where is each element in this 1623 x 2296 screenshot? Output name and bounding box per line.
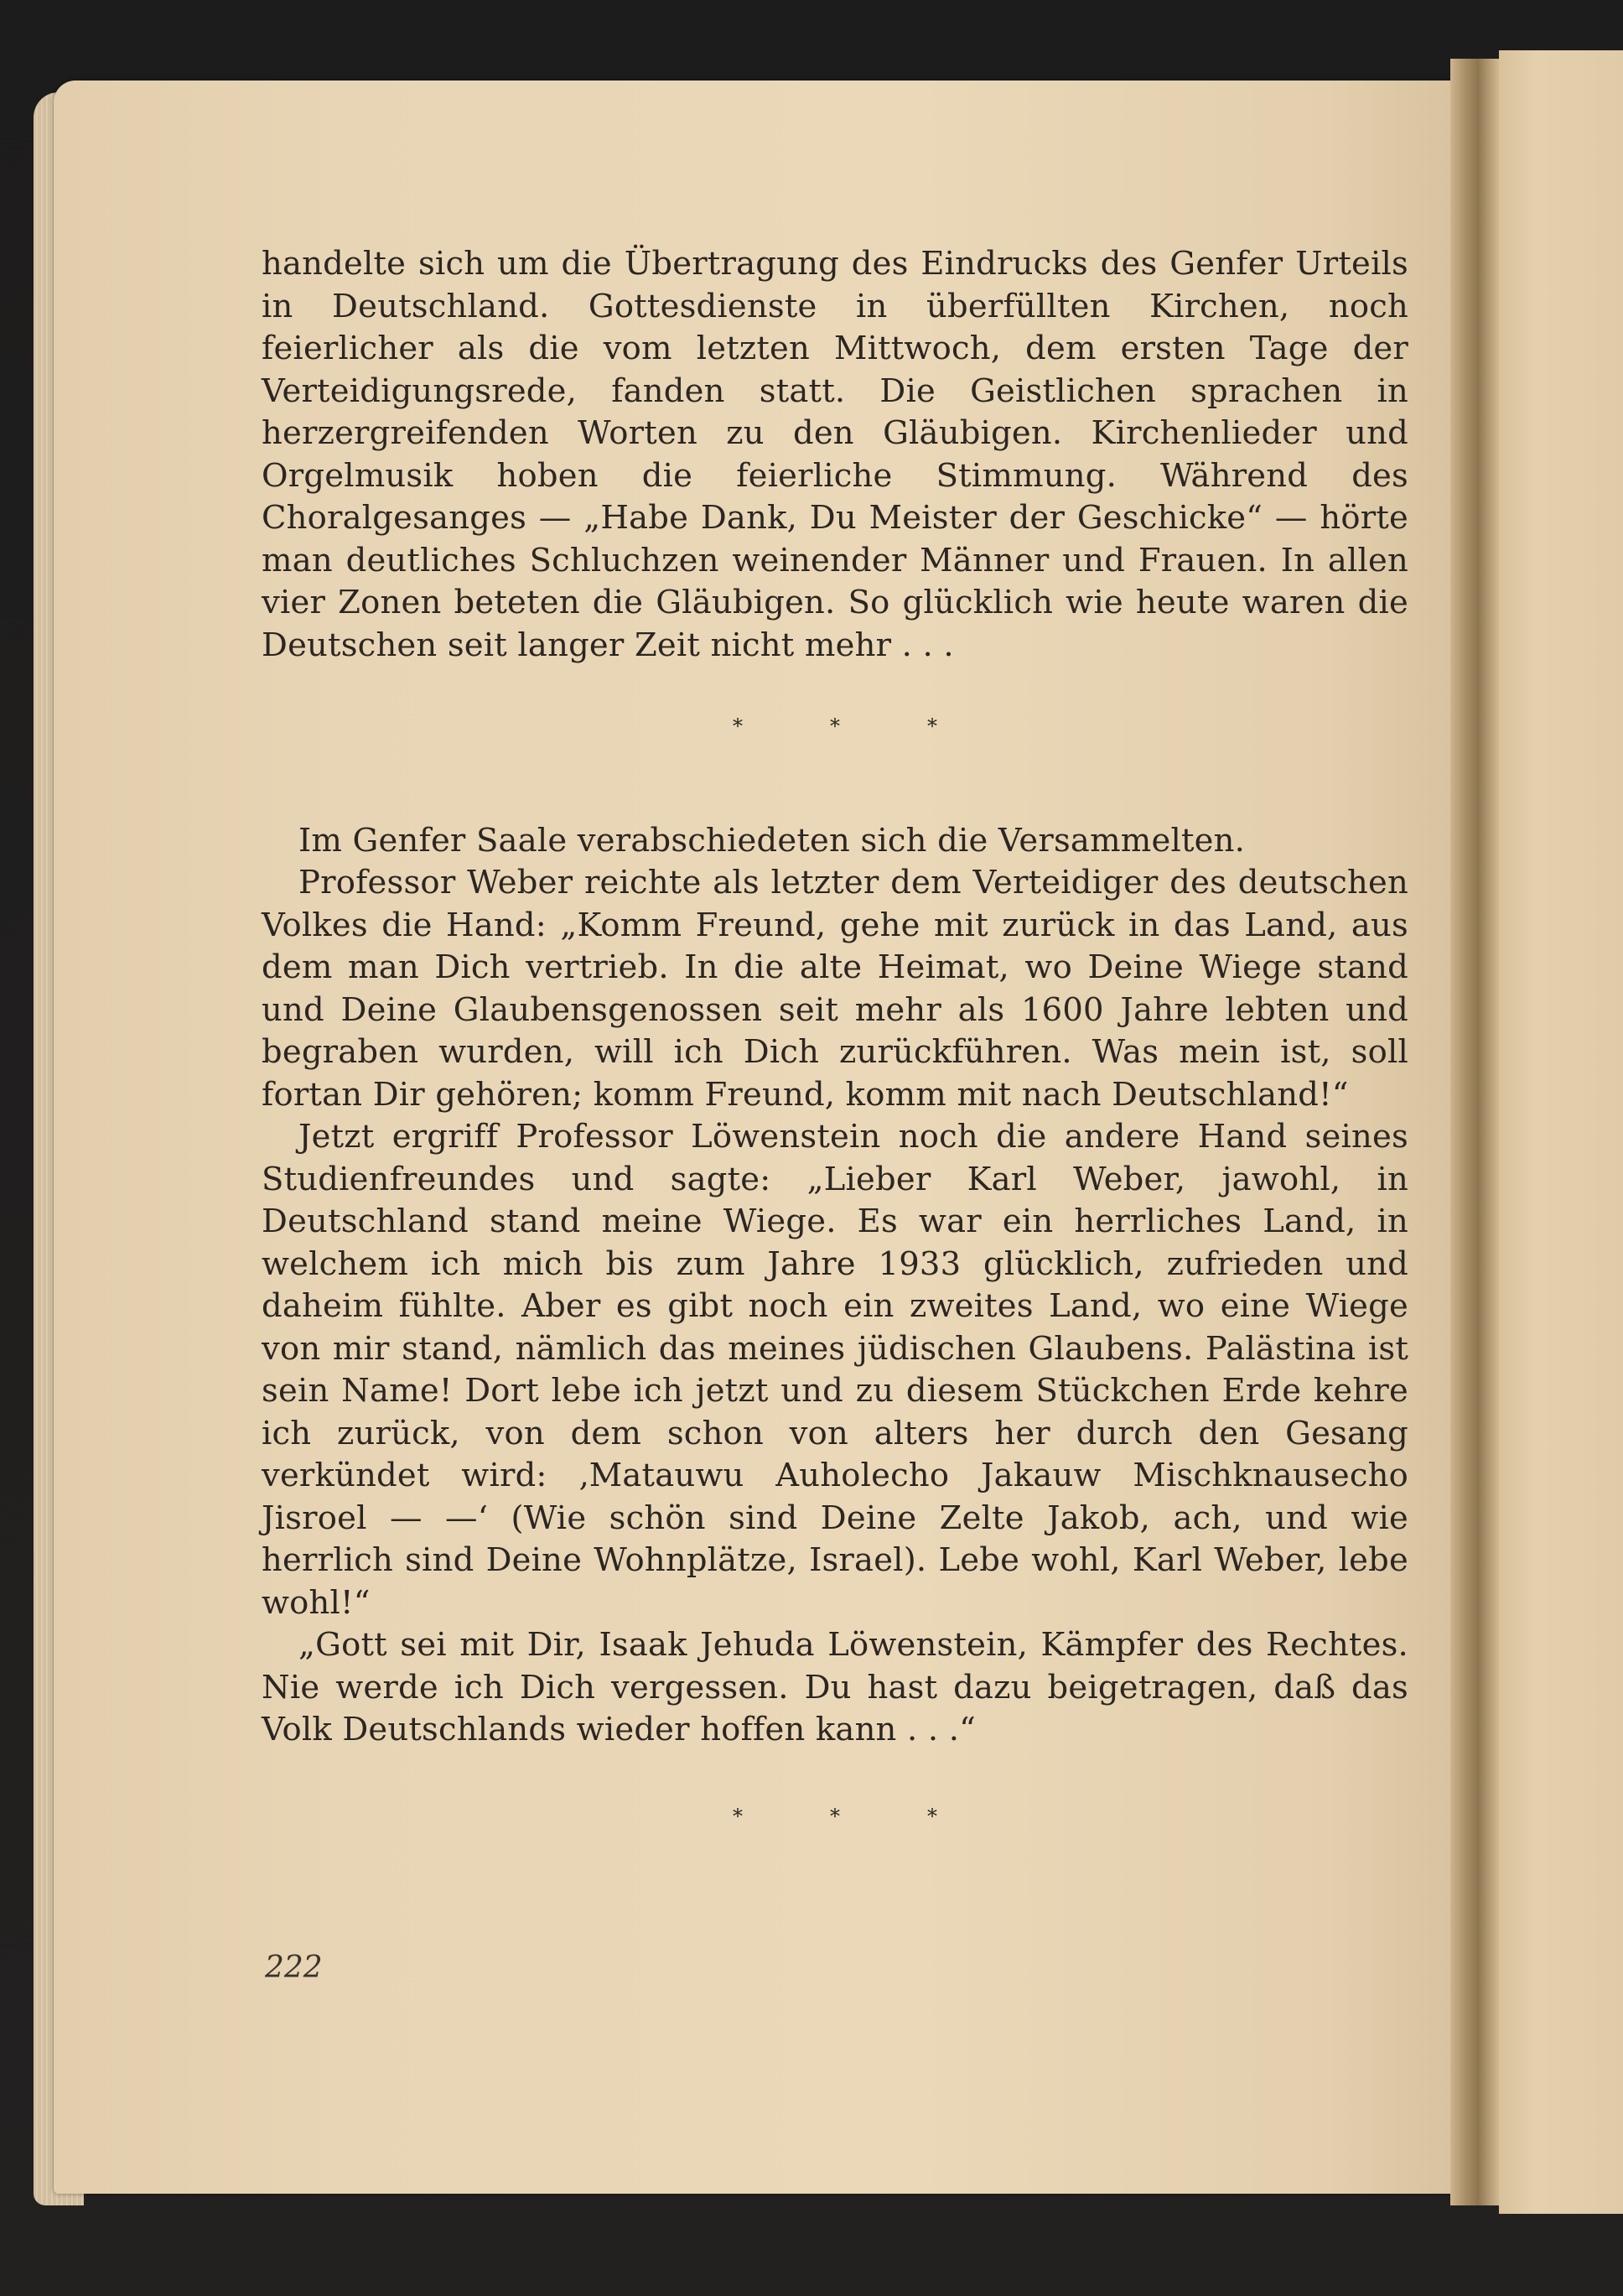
separator-star: * (830, 714, 840, 738)
facing-page-edge (1499, 50, 1623, 2214)
paragraph-continued: handelte sich um die Übertragung des Eindrucks des Genfer Urteils in Deutschland. Gottesdienste in überfüllten Kirchen, noch feierlicher als die vom letzten Mittwoch, dem ersten Tage der Verteidigungsrede, fanden statt. Die Geistlichen sprachen in herzergreifenden Worten zu den Gläubigen. Kirchenlieder und Orgelmusik hoben die feierliche Stimmung. Während des Choralgesanges — „Habe Dank, Du Meister der Geschicke“ — hörte man deutliches Schluchzen weinender Männer und Frauen. In allen vier Zonen beteten die Gläubigen. So glücklich wie heute waren die Deutschen seit langer Zeit nicht mehr . . . (262, 245, 1408, 664)
page-number: 222 (265, 1951, 323, 1985)
separator-star: * (733, 1804, 743, 1828)
separator-star: * (927, 714, 937, 738)
separator-star: * (927, 1804, 937, 1828)
paragraph: Jetzt ergriff Professor Löwenstein noch die andere Hand seines Studienfreundes und sagte: „Lieber Karl Weber, jawohl, in Deutschland stand meine Wiege. Es war ein herrliches Land, in welchem ich mich bis zum Jahre 1933 glücklich, zufrieden und daheim fühlte. Aber es gibt noch ein zweites Land, wo eine Wiege von mir stand, nämlich das meines jüdischen Glaubens. Palästina ist sein Name! Dort lebe ich jetzt und zu diesem Stückchen Erde kehre ich zurück, von dem schon von alters her durch den Gesang verkündet wird: ‚Matauwu Auholecho Jakauw Mischknausecho Jisroel — —‘ (Wie schön sind Deine Zelte Jakob, ach, und wie herrlich sind Deine Wohnplätze, Israel). Lebe wohl, Karl Weber, lebe wohl!“ (262, 1118, 1408, 1622)
paragraph: „Gott sei mit Dir, Isaak Jehuda Löwenstein, Kämpfer des Rechtes. Nie werde ich Dich vergessen. Du hast dazu beigetragen, daß das Volk Deutschlands wieder hoffen kann . . .“ (262, 1626, 1408, 1748)
paragraph: Im Genfer Saale verabschiedeten sich die Versammelten. (298, 821, 1246, 860)
page-text (262, 243, 1408, 1837)
section-separator (262, 705, 1408, 748)
book-gutter (1450, 59, 1501, 2205)
paragraph: Professor Weber reichte als letzter dem Verteidiger des deutschen Volkes die Hand: „Komm Freund, gehe mit zurück in das Land, aus dem man Dich vertrieb. In die alte Heimat, wo Deine Wiege stand und Deine Glaubensgenossen seit mehr als 1600 Jahre lebten und begraben wurden, will ich Dich zurückführen. Was mein ist, soll fortan Dir gehören; komm Freund, komm mit nach Deutschland!“ (262, 864, 1408, 1114)
separator-star: * (733, 714, 743, 738)
separator-star: * (830, 1804, 840, 1828)
section-separator (262, 1795, 1408, 1838)
